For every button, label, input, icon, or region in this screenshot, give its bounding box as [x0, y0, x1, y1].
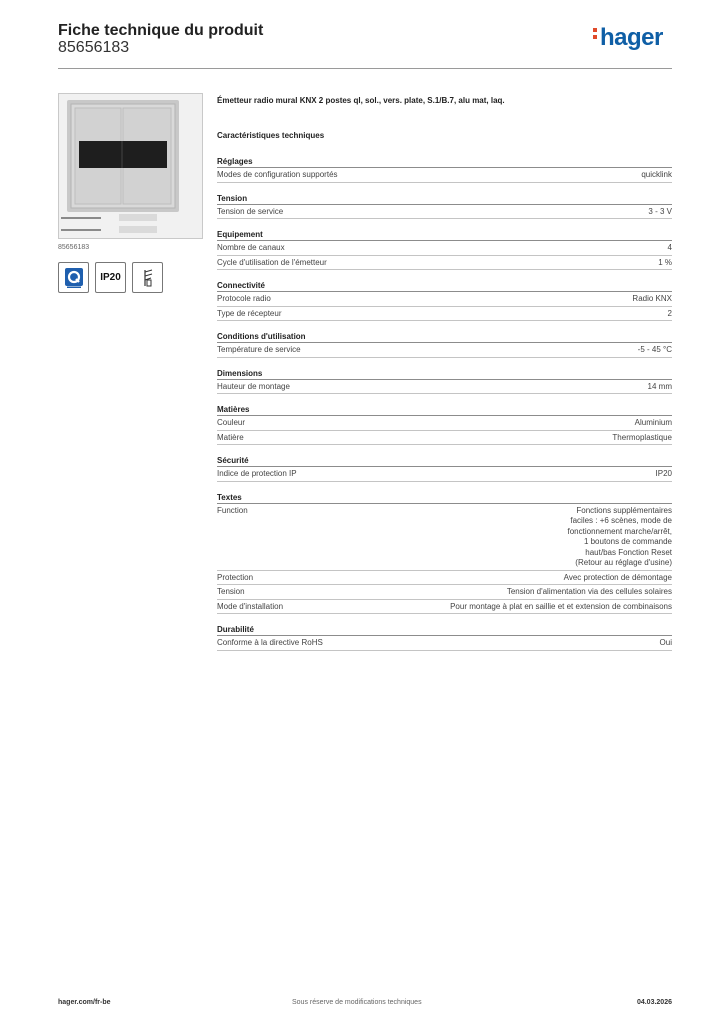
product-reference-header: 85656183 — [58, 39, 130, 56]
spec-group-conditions — [217, 330, 672, 358]
spec-label: Type de récepteur — [217, 308, 282, 318]
spec-value: Avec protection de démontage — [563, 572, 672, 582]
spec-group-durabilite — [217, 623, 672, 651]
spec-value: 4 — [667, 243, 672, 252]
spec-label: Température de service — [217, 345, 301, 354]
footer-notice: Sous réserve de modifications techniques — [292, 999, 422, 1006]
quicklink-icon — [63, 267, 85, 289]
spec-row — [217, 504, 672, 571]
spec-group-connectivite — [217, 279, 672, 321]
spec-value: Tension d'alimentation via des cellules solaires — [506, 587, 672, 596]
spec-group-title: Sécurité — [217, 454, 672, 467]
logo-text: hager — [600, 24, 663, 51]
footer-website-link[interactable]: hager.com/fr-be — [58, 999, 111, 1006]
spec-row — [217, 467, 672, 482]
spec-group-title: Tension — [217, 192, 672, 205]
spec-row — [217, 343, 672, 358]
spec-label: Tension de service — [217, 206, 284, 216]
spec-group-title: Matières — [217, 403, 672, 416]
spec-group-title: Connectivité — [217, 279, 672, 292]
spec-group-tension — [217, 192, 672, 220]
spec-group-matieres — [217, 403, 672, 445]
spec-group-dimensions — [217, 367, 672, 395]
surface-mount-badge — [132, 262, 163, 293]
spec-group-title: Réglages — [217, 155, 672, 168]
spec-group-title: Durabilité — [217, 623, 672, 636]
spec-value: Oui — [659, 638, 672, 647]
spec-label: Hauteur de montage — [217, 381, 290, 391]
ip-rating-badge — [95, 262, 126, 293]
spec-label: Modes de configuration supportés — [217, 170, 338, 179]
product-description: Émetteur radio mural KNX 2 postes ql, sol., vers. plate, S.1/B.7, alu mat, laq. — [217, 96, 505, 105]
product-illustration — [59, 94, 202, 238]
spec-label: Couleur — [217, 418, 246, 427]
header-divider — [58, 68, 672, 69]
spec-row — [217, 205, 672, 220]
spec-row — [217, 292, 672, 307]
spec-row — [217, 307, 672, 322]
specs-table — [217, 155, 672, 660]
product-image — [58, 93, 203, 239]
product-reference-caption: 85656183 — [58, 244, 90, 251]
spec-value: 3 - 3 V — [648, 206, 672, 216]
spec-label: Cycle d'utilisation de l'émetteur — [217, 257, 327, 267]
spec-value: 1 % — [658, 257, 672, 267]
spec-label: Mode d'installation — [217, 601, 284, 611]
spec-label: Matière — [217, 432, 244, 442]
spec-value: Pour montage à plat en saillie et et extension de combinaisons — [450, 601, 672, 611]
spec-value: Aluminium — [634, 418, 672, 427]
spec-group-securite — [217, 454, 672, 482]
spec-row — [217, 431, 672, 446]
spec-group-title: Equipement — [217, 228, 672, 241]
spec-row — [217, 168, 672, 183]
spec-group-reglages — [217, 155, 672, 183]
spec-group-title: Textes — [217, 491, 672, 504]
spec-label: Tension — [217, 587, 245, 596]
spec-value: 2 — [667, 308, 672, 318]
spec-label: Protection — [217, 572, 254, 582]
spec-row — [217, 380, 672, 395]
spec-value: Radio KNX — [632, 294, 672, 303]
spec-label: Protocole radio — [217, 294, 271, 303]
ip-rating-label: IP20 — [100, 272, 121, 283]
surface-mount-icon — [137, 267, 159, 289]
page-title: Fiche technique du produit — [58, 22, 264, 39]
spec-row — [217, 600, 672, 615]
spec-row — [217, 571, 672, 586]
spec-value: Thermoplastique — [612, 432, 672, 442]
spec-label: Function — [217, 505, 248, 515]
spec-row — [217, 256, 672, 271]
product-badges — [58, 262, 163, 293]
spec-label: Nombre de canaux — [217, 243, 285, 252]
footer-date: 04.03.2026 — [636, 999, 672, 1006]
spec-value: quicklink — [641, 170, 672, 179]
spec-value: 14 mm — [647, 381, 672, 391]
spec-row — [217, 636, 672, 651]
spec-group-textes — [217, 491, 672, 615]
hager-logo[interactable] — [593, 26, 663, 50]
spec-label: Indice de protection IP — [217, 469, 297, 478]
spec-label: Conforme à la directive RoHS — [217, 638, 323, 647]
spec-value: Fonctions supplémentaires faciles : +6 scènes, mode de fonctionnement marche/arrêt, 1 boutons de commande haut/bas Fonction Reset (Retour au réglage d'usine) — [567, 505, 672, 567]
spec-row — [217, 416, 672, 431]
specs-heading: Caractéristiques techniques — [217, 131, 325, 140]
spec-value: IP20 — [655, 469, 672, 478]
spec-row — [217, 585, 672, 600]
spec-group-title: Conditions d'utilisation — [217, 330, 672, 343]
logo-dots-icon — [593, 25, 598, 42]
spec-group-equipement — [217, 228, 672, 270]
spec-value: -5 - 45 °C — [637, 345, 672, 354]
quicklink-badge — [58, 262, 89, 293]
spec-row — [217, 241, 672, 256]
spec-group-title: Dimensions — [217, 367, 672, 380]
